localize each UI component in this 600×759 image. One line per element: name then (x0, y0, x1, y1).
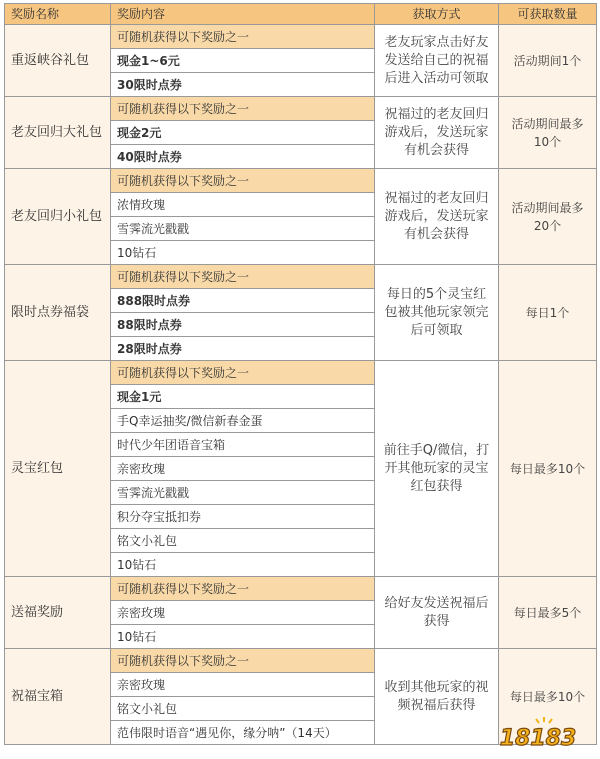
obtainable-quantity: 活动期间最多20个 (499, 169, 597, 265)
reward-name: 老友回归大礼包 (5, 97, 111, 169)
obtainable-quantity: 活动期间1个 (499, 25, 597, 97)
acquire-method: 祝福过的老友回归游戏后，发送玩家有机会获得 (375, 97, 499, 169)
reward-item: 雪霁流光戳戳 (111, 481, 375, 505)
reward-item: 40限时点券 (111, 145, 375, 169)
obtainable-quantity: 活动期间最多10个 (499, 97, 597, 169)
acquire-method: 祝福过的老友回归游戏后，发送玩家有机会获得 (375, 169, 499, 265)
reward-item: 10钻石 (111, 241, 375, 265)
header-name: 奖励名称 (5, 4, 111, 25)
acquire-method: 给好友发送祝福后获得 (375, 577, 499, 649)
obtainable-quantity: 每日最多10个 (499, 361, 597, 577)
reward-item: 888限时点券 (111, 289, 375, 313)
reward-item: 亲密玫瑰 (111, 673, 375, 697)
reward-name: 重返峡谷礼包 (5, 25, 111, 97)
reward-item: 积分夺宝抵扣券 (111, 505, 375, 529)
table-row (5, 169, 597, 193)
table-row (5, 649, 597, 673)
reward-item: 现金1~6元 (111, 49, 375, 73)
header-method: 获取方式 (375, 4, 499, 25)
reward-item: 手Q幸运抽奖/微信新春金蛋 (111, 409, 375, 433)
reward-item: 雪霁流光戳戳 (111, 217, 375, 241)
reward-item: 10钻石 (111, 553, 375, 577)
acquire-method: 老友玩家点击好友发送给自己的祝福后进入活动可领取 (375, 25, 499, 97)
table-row (5, 25, 597, 49)
reward-item: 浓情玫瑰 (111, 193, 375, 217)
reward-name: 祝福宝箱 (5, 649, 111, 745)
site-logo (490, 711, 586, 751)
acquire-method: 前往手Q/微信，打开其他玩家的灵宝红包获得 (375, 361, 499, 577)
table-body (5, 25, 597, 745)
header-row (5, 4, 597, 25)
table-row (5, 577, 597, 601)
table-row (5, 361, 597, 385)
reward-item: 现金2元 (111, 121, 375, 145)
reward-name: 老友回归小礼包 (5, 169, 111, 265)
table-row (5, 265, 597, 289)
header-content: 奖励内容 (111, 4, 375, 25)
reward-name: 限时点券福袋 (5, 265, 111, 361)
reward-table (4, 3, 597, 745)
acquire-method: 收到其他玩家的视频祝福后获得 (375, 649, 499, 745)
obtainable-quantity: 每日最多10个 (499, 649, 597, 745)
reward-group-header: 可随机获得以下奖励之一 (111, 361, 375, 385)
reward-group-header: 可随机获得以下奖励之一 (111, 577, 375, 601)
logo-sparkle-icon (536, 717, 552, 723)
reward-item: 现金1元 (111, 385, 375, 409)
reward-item: 10钻石 (111, 625, 375, 649)
reward-group-header: 可随机获得以下奖励之一 (111, 97, 375, 121)
reward-group-header: 可随机获得以下奖励之一 (111, 649, 375, 673)
acquire-method: 每日的5个灵宝红包被其他玩家领完后可领取 (375, 265, 499, 361)
logo-text: 18183 (499, 726, 577, 751)
obtainable-quantity: 每日最多5个 (499, 577, 597, 649)
reward-item: 28限时点券 (111, 337, 375, 361)
reward-name: 灵宝红包 (5, 361, 111, 577)
reward-item: 88限时点券 (111, 313, 375, 337)
reward-group-header: 可随机获得以下奖励之一 (111, 25, 375, 49)
reward-group-header: 可随机获得以下奖励之一 (111, 265, 375, 289)
reward-item: 时代少年团语音宝箱 (111, 433, 375, 457)
reward-item: 铭文小礼包 (111, 697, 375, 721)
reward-item: 亲密玫瑰 (111, 601, 375, 625)
header-quantity: 可获取数量 (499, 4, 597, 25)
reward-name: 送福奖励 (5, 577, 111, 649)
table-row (5, 97, 597, 121)
obtainable-quantity: 每日1个 (499, 265, 597, 361)
reward-item: 范伟限时语音“遇见你，缘分呐”（14天） (111, 721, 375, 745)
reward-item: 亲密玫瑰 (111, 457, 375, 481)
reward-group-header: 可随机获得以下奖励之一 (111, 169, 375, 193)
reward-item: 铭文小礼包 (111, 529, 375, 553)
reward-item: 30限时点券 (111, 73, 375, 97)
